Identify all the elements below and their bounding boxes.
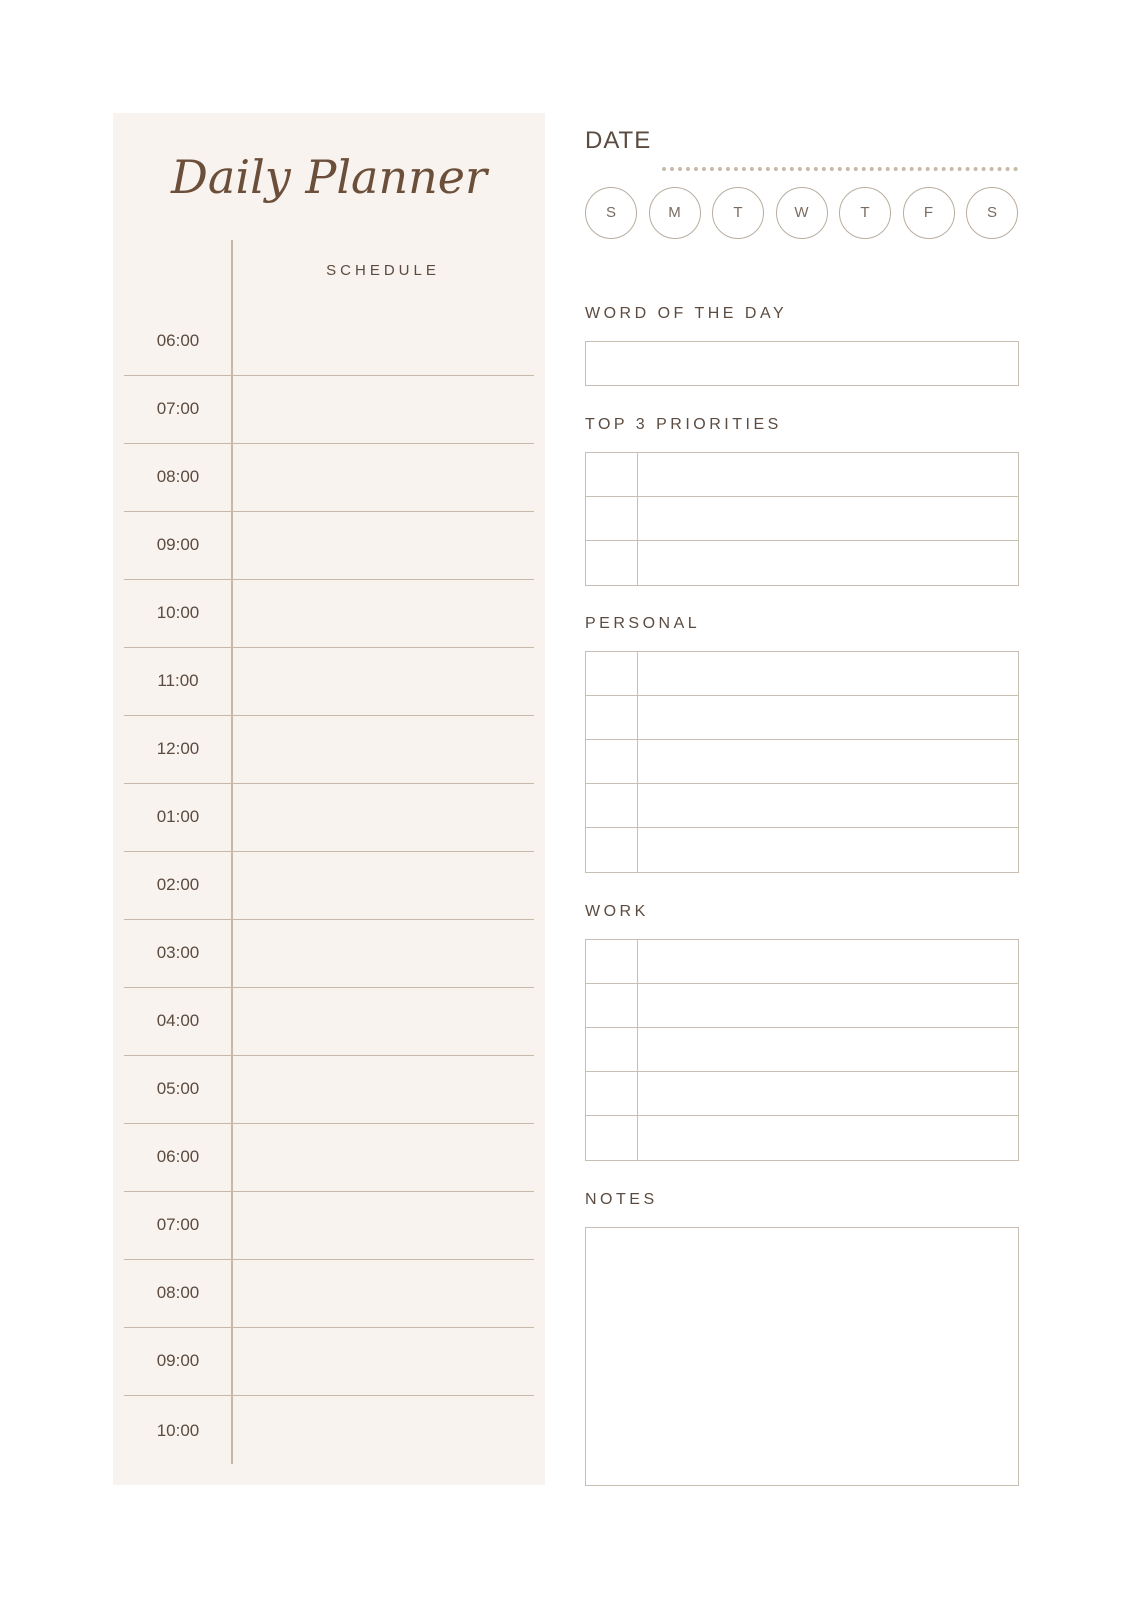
time-label: 02:00 <box>156 875 200 894</box>
day-circle-sunday[interactable]: S <box>585 187 637 239</box>
schedule-row[interactable] <box>124 1192 534 1260</box>
day-circle-monday[interactable]: M <box>649 187 701 239</box>
schedule-row[interactable] <box>124 920 534 988</box>
entry-field[interactable] <box>638 1116 1018 1160</box>
day-circle-friday[interactable]: F <box>903 187 955 239</box>
schedule-row[interactable] <box>124 648 534 716</box>
entry-field[interactable] <box>638 740 1018 783</box>
work-row[interactable] <box>586 984 1018 1028</box>
checkbox[interactable] <box>586 541 638 585</box>
work-row[interactable] <box>586 940 1018 984</box>
checkbox[interactable] <box>586 453 638 496</box>
personal-row[interactable] <box>586 740 1018 784</box>
entry-field[interactable] <box>638 541 1018 585</box>
time-label: 10:00 <box>156 603 200 622</box>
schedule-row[interactable] <box>124 1260 534 1328</box>
notes-box[interactable] <box>585 1227 1019 1486</box>
time-label: 01:00 <box>156 807 200 826</box>
schedule-row[interactable] <box>124 580 534 648</box>
work-table <box>585 939 1019 1161</box>
schedule-row[interactable] <box>124 852 534 920</box>
time-label: 06:00 <box>156 1147 200 1166</box>
time-label: 06:00 <box>156 331 200 350</box>
word-of-the-day-label: WORD OF THE DAY <box>585 305 788 322</box>
schedule-row[interactable] <box>124 1328 534 1396</box>
checkbox[interactable] <box>586 1028 638 1071</box>
work-label: WORK <box>585 903 649 920</box>
priority-row[interactable] <box>586 497 1018 541</box>
priority-row[interactable] <box>586 453 1018 497</box>
entry-field[interactable] <box>638 784 1018 827</box>
date-line[interactable] <box>662 167 1018 171</box>
time-label: 05:00 <box>156 1079 200 1098</box>
entry-field[interactable] <box>638 828 1018 872</box>
time-label: 07:00 <box>156 399 200 418</box>
notes-label: NOTES <box>585 1191 658 1208</box>
checkbox[interactable] <box>586 696 638 739</box>
time-label: 08:00 <box>156 1283 200 1302</box>
checkbox[interactable] <box>586 497 638 540</box>
checkbox[interactable] <box>586 1072 638 1115</box>
entry-field[interactable] <box>638 940 1018 983</box>
personal-table <box>585 651 1019 873</box>
work-row[interactable] <box>586 1072 1018 1116</box>
schedule-row[interactable] <box>124 444 534 512</box>
schedule-row[interactable] <box>124 376 534 444</box>
day-circle-thursday[interactable]: T <box>839 187 891 239</box>
time-label: 08:00 <box>156 467 200 486</box>
checkbox[interactable] <box>586 1116 638 1160</box>
page-title: Daily Planner <box>171 150 487 204</box>
schedule-row[interactable] <box>124 512 534 580</box>
time-label: 07:00 <box>156 1215 200 1234</box>
word-of-the-day-box[interactable] <box>585 341 1019 386</box>
checkbox[interactable] <box>586 740 638 783</box>
entry-field[interactable] <box>638 652 1018 695</box>
personal-label: PERSONAL <box>585 615 701 632</box>
entry-field[interactable] <box>638 1072 1018 1115</box>
weekday-selector <box>585 187 1019 241</box>
top-priorities-label: TOP 3 PRIORITIES <box>585 416 782 433</box>
day-circle-wednesday[interactable]: W <box>776 187 828 239</box>
schedule-row[interactable] <box>124 988 534 1056</box>
schedule-row[interactable] <box>124 1124 534 1192</box>
checkbox[interactable] <box>586 940 638 983</box>
schedule-row[interactable] <box>124 716 534 784</box>
schedule-row[interactable] <box>124 784 534 852</box>
day-circle-saturday[interactable]: S <box>966 187 1018 239</box>
date-label: DATE <box>585 127 652 154</box>
personal-row[interactable] <box>586 696 1018 740</box>
schedule-row[interactable] <box>124 1056 534 1124</box>
entry-field[interactable] <box>638 497 1018 540</box>
time-label: 11:00 <box>157 671 199 690</box>
time-label: 09:00 <box>156 1351 200 1370</box>
priorities-table <box>585 452 1019 586</box>
personal-row[interactable] <box>586 784 1018 828</box>
checkbox[interactable] <box>586 984 638 1027</box>
checkbox[interactable] <box>586 828 638 872</box>
work-row[interactable] <box>586 1116 1018 1160</box>
entry-field[interactable] <box>638 453 1018 496</box>
time-label: 03:00 <box>156 943 200 962</box>
day-circle-tuesday[interactable]: T <box>712 187 764 239</box>
time-label: 09:00 <box>156 535 200 554</box>
schedule-heading: SCHEDULE <box>326 262 440 279</box>
time-label: 04:00 <box>156 1011 200 1030</box>
schedule-row[interactable] <box>124 1396 534 1464</box>
schedule-row[interactable] <box>124 308 534 376</box>
checkbox[interactable] <box>586 652 638 695</box>
checkbox[interactable] <box>586 784 638 827</box>
personal-row[interactable] <box>586 828 1018 872</box>
entry-field[interactable] <box>638 1028 1018 1071</box>
personal-row[interactable] <box>586 652 1018 696</box>
schedule-panel <box>113 113 545 1485</box>
entry-field[interactable] <box>638 984 1018 1027</box>
time-label: 10:00 <box>156 1421 200 1440</box>
time-label: 12:00 <box>156 739 200 758</box>
priority-row[interactable] <box>586 541 1018 585</box>
work-row[interactable] <box>586 1028 1018 1072</box>
entry-field[interactable] <box>638 696 1018 739</box>
